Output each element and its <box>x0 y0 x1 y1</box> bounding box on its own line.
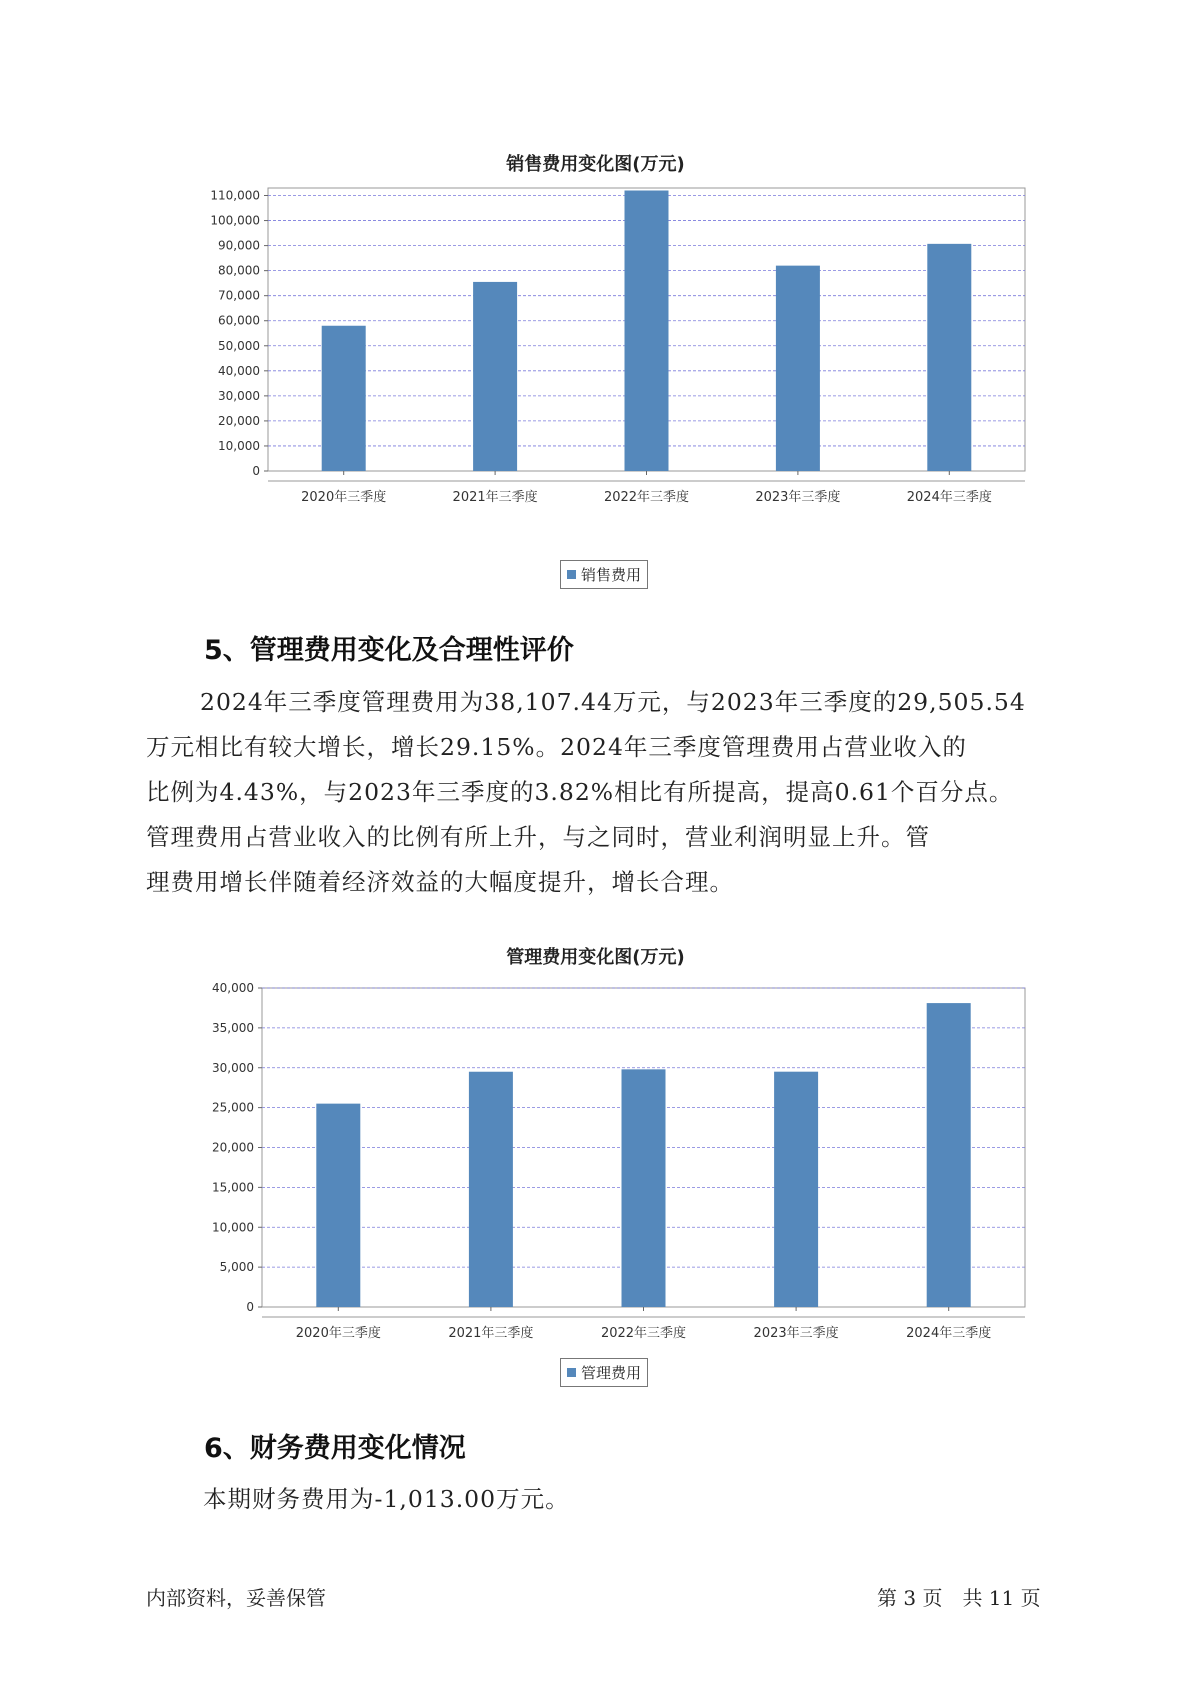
y-tick-label: 60,000 <box>218 313 260 328</box>
y-tick-label: 80,000 <box>218 263 260 278</box>
section5-paragraph <box>146 680 1076 905</box>
chart2-legend-label: 管理费用 <box>581 1364 642 1382</box>
y-tick-label: 100,000 <box>210 213 260 228</box>
section5-line: 万元相比有较大增长，增长29.15%。2024年三季度管理费用占营业收入的 <box>146 733 967 761</box>
section5-heading: 5、管理费用变化及合理性评价 <box>204 635 574 666</box>
sales-expense-chart <box>140 180 1040 550</box>
y-tick-label: 25,000 <box>212 1100 254 1115</box>
chart2-title: 管理费用变化图(万元) <box>506 947 685 968</box>
x-category-label: 2024年三季度 <box>906 490 992 505</box>
y-tick-label: 40,000 <box>212 981 254 995</box>
chart2-legend <box>560 1358 648 1387</box>
legend-swatch <box>567 1368 576 1377</box>
y-tick-label: 0 <box>252 464 260 478</box>
y-tick-label: 30,000 <box>218 388 260 403</box>
chart1-title: 销售费用变化图(万元) <box>506 154 685 175</box>
section6-heading: 6、财务费用变化情况 <box>204 1433 466 1464</box>
y-tick-label: 20,000 <box>218 413 260 428</box>
y-tick-label: 35,000 <box>212 1020 254 1035</box>
section6-paragraph: 本期财务费用为-1,013.00万元。 <box>203 1485 570 1513</box>
legend-swatch <box>567 570 576 579</box>
section5-line: 管理费用占营业收入的比例有所上升，与之同时，营业利润明显上升。管 <box>146 823 930 851</box>
y-tick-label: 90,000 <box>218 238 260 253</box>
x-category-label: 2023年三季度 <box>753 1326 839 1340</box>
admin-expense-chart <box>140 970 1040 1340</box>
x-category-label: 2023年三季度 <box>755 490 841 505</box>
x-category-label: 2024年三季度 <box>906 1326 992 1340</box>
bar <box>622 1069 666 1307</box>
y-tick-label: 0 <box>246 1300 254 1314</box>
chart1-legend <box>560 560 648 589</box>
section5-line: 理费用增长伴随着经济效益的大幅度提升，增长合理。 <box>146 868 734 896</box>
bar <box>473 282 517 471</box>
x-category-label: 2022年三季度 <box>600 1326 687 1340</box>
bar <box>927 244 971 471</box>
x-category-label: 2020年三季度 <box>301 490 387 505</box>
y-tick-label: 30,000 <box>212 1060 254 1075</box>
bar <box>469 1072 513 1307</box>
footer-page-number: 第 3 页 共 11 页 <box>877 1586 1041 1610</box>
bar <box>322 326 366 471</box>
chart1-legend-label: 销售费用 <box>581 566 642 584</box>
bar <box>776 266 820 471</box>
bar <box>316 1104 360 1307</box>
section5-line: 2024年三季度管理费用为38,107.44万元，与2023年三季度的29,505.54 <box>200 688 1026 716</box>
y-tick-label: 50,000 <box>218 338 260 353</box>
section5-line: 比例为4.43%，与2023年三季度的3.82%相比有所提高，提高0.61个百分点。 <box>146 778 1014 806</box>
footer-left: 内部资料，妥善保管 <box>146 1586 326 1610</box>
y-tick-label: 5,000 <box>219 1260 254 1275</box>
bar <box>774 1072 818 1307</box>
x-category-label: 2021年三季度 <box>448 1326 534 1340</box>
x-category-label: 2020年三季度 <box>295 1326 381 1340</box>
y-tick-label: 70,000 <box>218 288 260 303</box>
y-tick-label: 10,000 <box>212 1220 254 1235</box>
x-category-label: 2021年三季度 <box>452 490 538 505</box>
bar <box>927 1003 971 1307</box>
y-tick-label: 40,000 <box>218 363 260 378</box>
y-tick-label: 10,000 <box>218 438 260 453</box>
bar <box>625 191 669 471</box>
x-category-label: 2022年三季度 <box>603 490 690 505</box>
y-tick-label: 15,000 <box>212 1180 254 1195</box>
y-tick-label: 110,000 <box>210 188 260 203</box>
y-tick-label: 20,000 <box>212 1140 254 1155</box>
